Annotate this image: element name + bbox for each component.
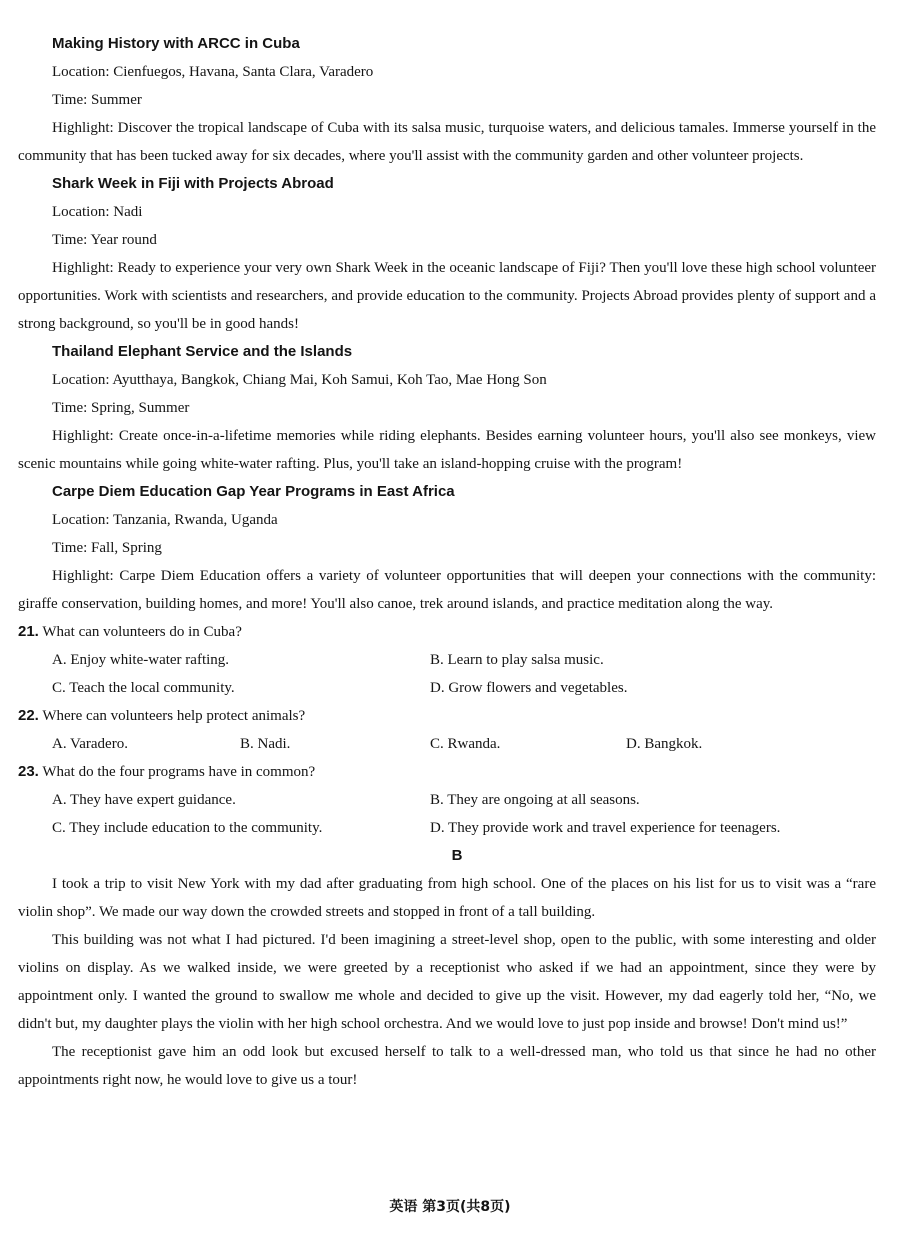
page-footer: 英语 第3页(共8页) — [389, 1199, 511, 1215]
passage-paragraph: I took a trip to visit New York with my dad after graduating from high school. One of the places on his list for us to visit was a “rare violin shop”. We made our way down the crowded streets and stopped in front of a tall building. — [18, 876, 876, 920]
program-time — [18, 534, 876, 562]
time-label: Time: — [52, 540, 88, 556]
program-location — [18, 366, 876, 394]
program-fiji — [18, 170, 876, 338]
question-text: What do the four programs have in common? — [42, 764, 316, 780]
location-label: Location: — [52, 372, 110, 388]
option-row — [18, 646, 876, 674]
time-value: Year round — [90, 232, 157, 248]
question-stem — [18, 702, 876, 730]
time-value: Fall, Spring — [91, 540, 162, 556]
program-highlight — [18, 562, 876, 618]
question-text: What can volunteers do in Cuba? — [42, 624, 242, 640]
question-text: Where can volunteers help protect animals? — [42, 708, 306, 724]
program-time — [18, 86, 876, 114]
program-thailand — [18, 338, 876, 478]
program-title: Thailand Elephant Service and the Islands — [52, 343, 353, 360]
program-highlight — [18, 422, 876, 478]
highlight-text: Carpe Diem Education offers a variety of volunteer opportunities that will deepen your connections with the community: giraffe conservation, building homes, and more! You'll also canoe, trek around islands, and practice meditation along the way. — [18, 568, 876, 612]
question-number: 22. — [18, 707, 39, 724]
highlight-text: Create once-in-a-lifetime memories while riding elephants. Besides earning volunteer hours, you'll also see monkeys, view scenic mountains while going white-water rafting. Plus, you'll take an island-hopping cruise with the program! — [18, 428, 876, 472]
passage-paragraph: This building was not what I had pictured. I'd been imagining a street-level shop, open to the public, with some interesting and older violins on display. As we walked inside, we were greeted by a receptionist who asked if we had an appointment, since they were by appointment only. I wanted the ground to swallow me whole and decided to give up the visit. However, my dad eagerly told her, “No, we didn't but, my daughter plays the violin with her high school orchestra. And we would love to just pop inside and browse! Don't mind us!” — [18, 932, 876, 1032]
option-b: B. They are ongoing at all seasons. — [430, 792, 640, 808]
program-east-africa — [18, 478, 876, 618]
time-label: Time: — [52, 400, 88, 416]
location-label: Location: — [52, 512, 110, 528]
question-21 — [18, 618, 876, 702]
option-c: C. Teach the local community. — [52, 680, 235, 696]
location-label: Location: — [52, 204, 110, 220]
option-d: D. Bangkok. — [626, 736, 703, 752]
highlight-label: Highlight: — [52, 260, 114, 276]
option-d: D. They provide work and travel experience for teenagers. — [430, 820, 781, 836]
option-row — [18, 674, 876, 702]
option-row — [18, 786, 876, 814]
time-label: Time: — [52, 92, 88, 108]
question-stem — [18, 618, 876, 646]
program-time — [18, 226, 876, 254]
highlight-text: Ready to experience your very own Shark Week in the oceanic landscape of Fiji? Then you'll love these high school volunteer opportunities. Work with scientists and researchers, and provide education to the community. Projects Abroad provides plenty of support and a strong background, so you'll be in good hands! — [18, 260, 876, 332]
program-location — [18, 58, 876, 86]
location-value: Tanzania, Rwanda, Uganda — [112, 512, 278, 528]
option-a: A. Varadero. — [52, 736, 128, 752]
location-value: Nadi — [113, 204, 143, 220]
option-b: B. Nadi. — [240, 736, 291, 752]
question-number: 21. — [18, 623, 39, 640]
question-22 — [18, 702, 876, 758]
location-value: Ayutthaya, Bangkok, Chiang Mai, Koh Samui, Koh Tao, Mae Hong Son — [112, 372, 547, 388]
location-label: Location: — [52, 64, 110, 80]
question-stem — [18, 758, 876, 786]
program-highlight — [18, 254, 876, 338]
highlight-label: Highlight: — [52, 568, 114, 584]
highlight-label: Highlight: — [52, 428, 114, 444]
highlight-label: Highlight: — [52, 120, 114, 136]
program-cuba — [18, 30, 876, 170]
program-highlight — [18, 114, 876, 170]
option-b: B. Learn to play salsa music. — [430, 652, 604, 668]
program-location — [18, 198, 876, 226]
option-d: D. Grow flowers and vegetables. — [430, 680, 628, 696]
option-a: A. Enjoy white-water rafting. — [52, 652, 230, 668]
option-row — [18, 814, 876, 842]
option-row — [18, 730, 876, 758]
section-b — [18, 842, 876, 1094]
program-title: Making History with ARCC in Cuba — [52, 35, 300, 52]
section-heading: B — [451, 847, 463, 864]
question-23 — [18, 758, 876, 842]
question-number: 23. — [18, 763, 39, 780]
option-c: C. They include education to the community. — [52, 820, 323, 836]
location-value: Cienfuegos, Havana, Santa Clara, Varadero — [113, 64, 374, 80]
program-title: Carpe Diem Education Gap Year Programs in East Africa — [52, 483, 455, 500]
time-value: Spring, Summer — [91, 400, 190, 416]
exam-page — [18, 30, 876, 1094]
option-c: C. Rwanda. — [430, 736, 501, 752]
highlight-text: Discover the tropical landscape of Cuba with its salsa music, turquoise waters, and delicious tamales. Immerse yourself in the community that has been tucked away for six decades, where you'll assist with the community garden and other volunteer projects. — [18, 120, 877, 164]
time-value: Summer — [91, 92, 142, 108]
program-location — [18, 506, 876, 534]
time-label: Time: — [52, 232, 88, 248]
program-title: Shark Week in Fiji with Projects Abroad — [52, 175, 334, 192]
program-time — [18, 394, 876, 422]
passage-paragraph: The receptionist gave him an odd look but excused herself to talk to a well-dressed man, who told us that since he had no other appointments right now, he would love to give us a tour! — [18, 1044, 876, 1088]
option-a: A. They have expert guidance. — [52, 792, 236, 808]
